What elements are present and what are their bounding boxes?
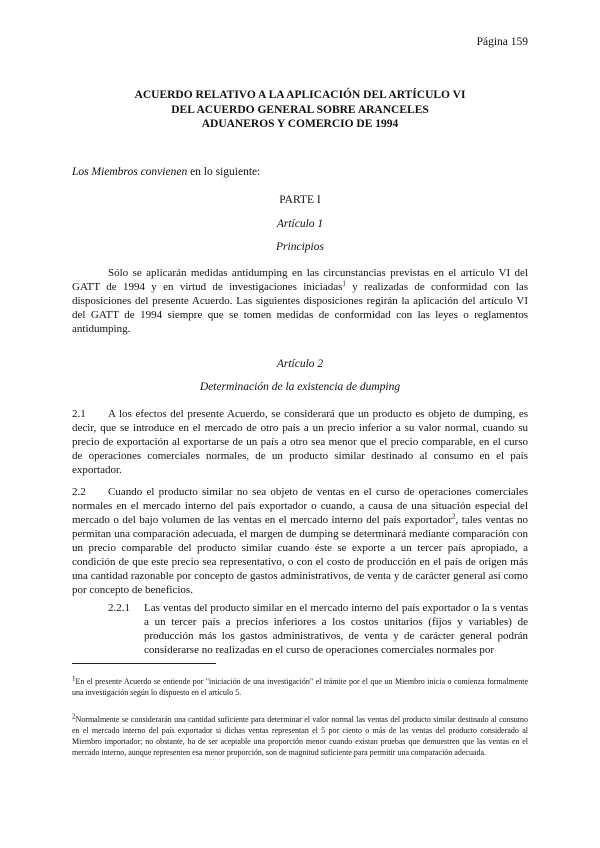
article-1-text-b: y realizadas de conformidad con las disposiciones del presente Acuerdo. Las siguientes disposiciones regirán la aplicación del artículo VI del GATT de 1994 siempre que se tomen medidas de conformidad con las leyes o reglamentos antidumping. [72, 281, 528, 335]
paragraph-2-2-1 [108, 601, 528, 657]
intro-italic: Los Miembros convienen [72, 166, 188, 178]
title-line-1: ACUERDO RELATIVO A LA APLICACIÓN DEL ARTÍCULO VI [134, 89, 466, 101]
paragraph-2-2-1-text: Las ventas del producto similar en el mercado interno del país exportador o la s ventas a un tercer país a precios inferiores a los costos unitarios (fijos y variables) de producción más los gastos administrativos, de venta y de carácter general podrán considerarse no realizadas en el curso de operaciones comerciales normales por [144, 602, 528, 656]
document-title [72, 88, 528, 132]
intro-rest: en lo siguiente: [187, 166, 261, 178]
title-line-2: DEL ACUERDO GENERAL SOBRE ARANCELES [171, 103, 429, 116]
paragraph-2-1-text: A los efectos del presente Acuerdo, se considerará que un producto es objeto de dumping, es decir, que se introduce en el mercado de otro país a un precio inferior a su valor normal, cuando su precio de exportación al exportarse de un país a otro sea menor que el precio comparable, en el curso de operaciones comerciales normales, de un producto similar destinado al consumo en el país exportador. [72, 408, 528, 476]
footnote-ref-2[interactable]: 2 [452, 512, 456, 521]
paragraph-2-2 [72, 485, 528, 597]
paragraph-2-1 [72, 407, 528, 477]
footnote-ref-1[interactable]: 1 [342, 279, 346, 288]
footnote-2-mark: 2 [72, 712, 76, 721]
paragraph-2-2-text-a: Cuando el producto similar no sea objeto de ventas en el curso de operaciones comerciales normales en el mercado interno del país exportador o cuando, a causa de una situación especial del mercado o del bajo volumen de las ventas en el mercado interno del país exportador [72, 486, 528, 526]
paragraph-2-2-number: 2.2 [72, 486, 86, 498]
footnote-2-text: Normalmente se considerarán una cantidad suficiente para determinar el valor normal las ventas del producto similar destinado al consumo en el mercado interno del país exportador si dichas ventas representan el 5 por ciento o más de las ventas del producto considerado al Miembro importador; no obstante, ha de ser aceptable una proporción menor cuando existan pruebas que demuestren que las ventas en el mercado interno, aunque representen esa menor proporción, son de magnitud suficiente para permitir una comparación adecuada. [72, 715, 528, 757]
article-1-subheading: Principios [276, 241, 324, 253]
footnote-1-mark: 1 [72, 674, 76, 683]
part-heading: PARTE I [279, 194, 321, 206]
footnote-2 [72, 714, 528, 758]
title-line-3: ADUANEROS Y COMERCIO DE 1994 [201, 118, 399, 130]
footnote-1-text: En el presente Acuerdo se entiende por "iniciación de una investigación" el trámite por el que un Miembro inicia o comienza formalmente una investigación según lo dispuesto en el artículo 5. [72, 677, 528, 697]
paragraph-2-2-1-number: 2.2.1 [108, 602, 130, 614]
intro-line [72, 166, 260, 178]
page-number: Página 159 [476, 36, 528, 48]
paragraph-2-1-number: 2.1 [72, 408, 86, 420]
article-1-heading: Artículo 1 [276, 218, 324, 230]
article-2-subheading: Determinación de la existencia de dumping [199, 381, 401, 393]
article-2-heading: Artículo 2 [276, 358, 324, 370]
footnote-1 [72, 676, 528, 698]
footnote-divider [72, 663, 216, 664]
article-1-text-a: Sólo se aplicarán medidas antidumping en las circunstancias previstas en el artículo VI del GATT de 1994 y en virtud de investigaciones iniciadas [72, 267, 528, 293]
article-1-paragraph [72, 266, 528, 336]
paragraph-2-2-text-b: , tales ventas no permitan una comparación adecuada, el margen de dumping se determinará mediante comparación con un precio comparable del producto similar cuando éste se exporte a un tercer país apropiado, a condición de que este precio sea representativo, o con el costo de producción en el país de origen más una cantidad razonable por concepto de gastos administrativos, de venta y de carácter general así como por concepto de beneficios. [72, 514, 529, 596]
